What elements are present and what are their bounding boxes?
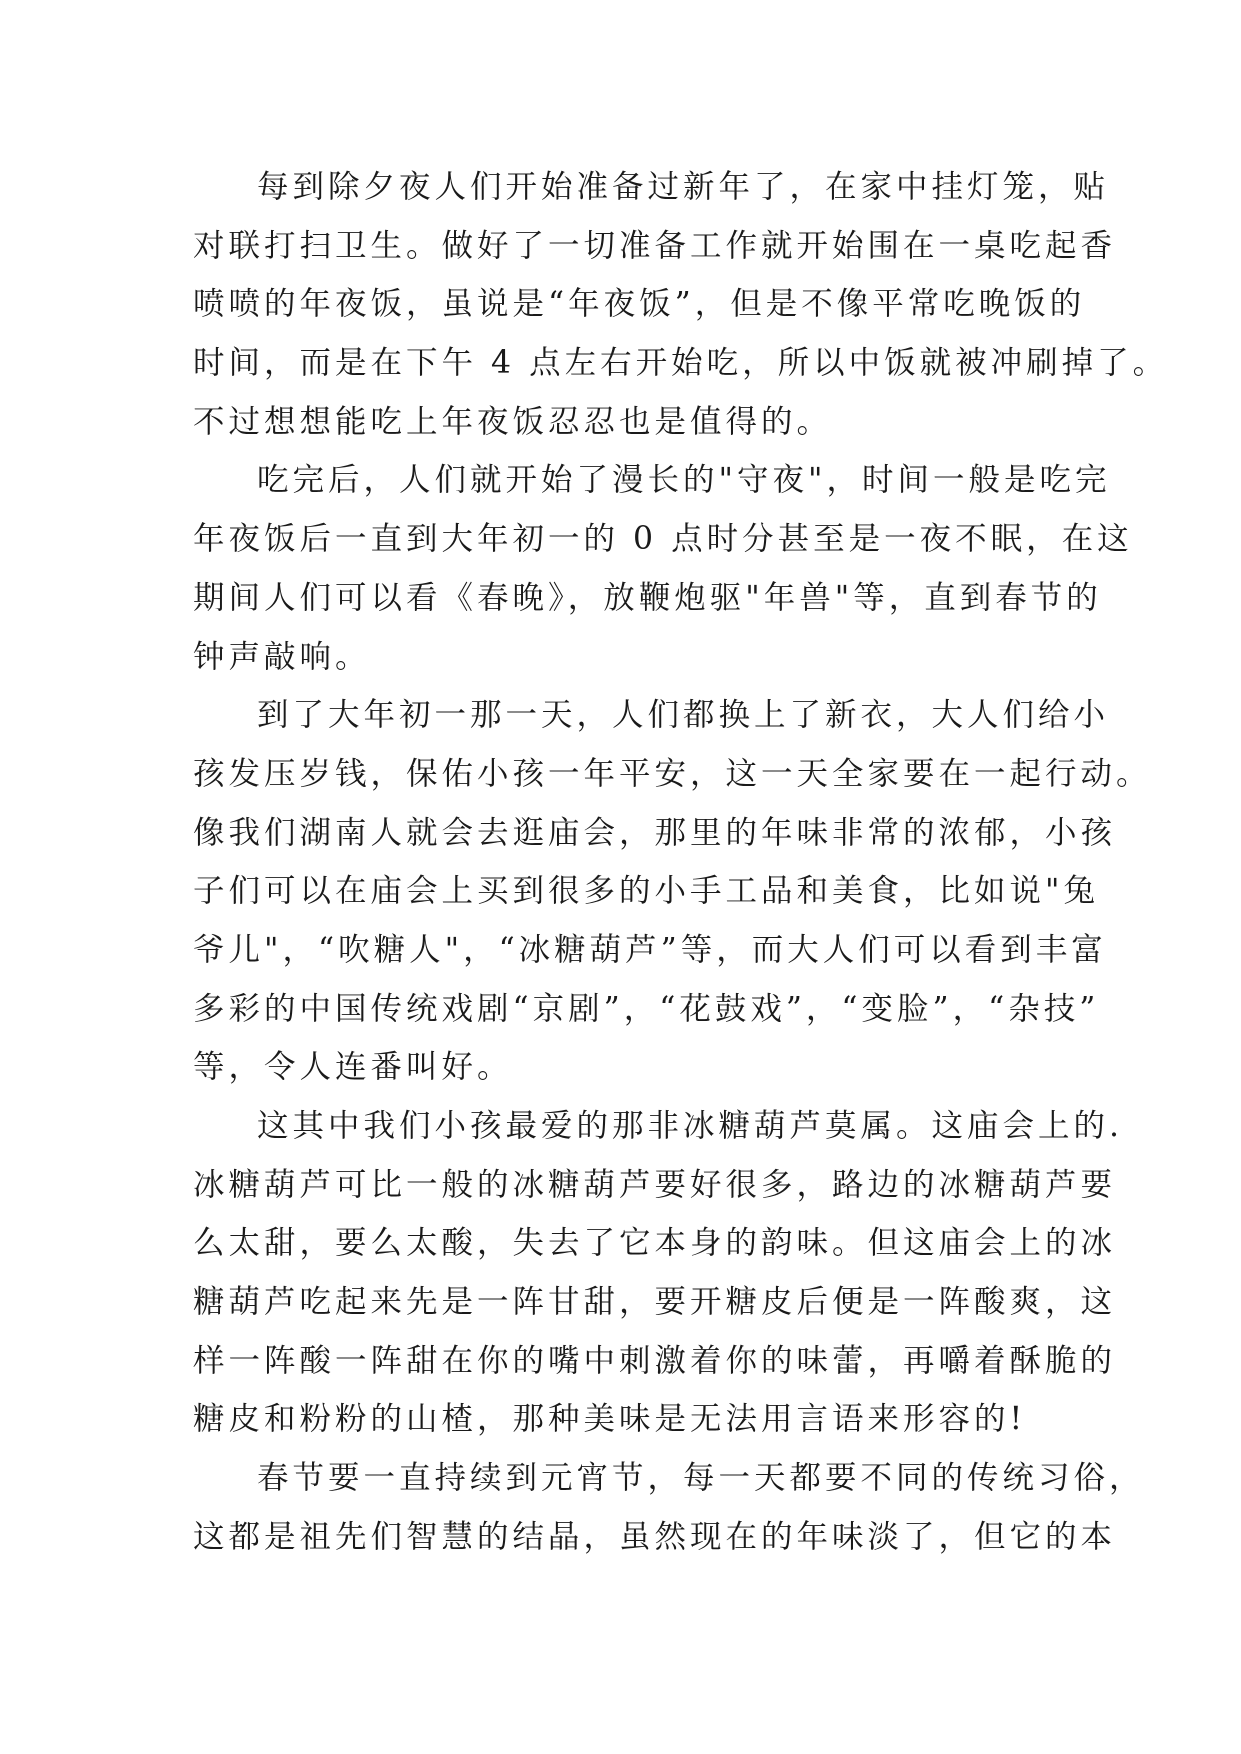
text-line: 多彩的中国传统戏剧“京剧”，“花鼓戏”，“变脸”，“杂技”	[193, 990, 1100, 1027]
text-line: 期间人们可以看《春晚》，放鞭炮驱"年兽"等，直到春节的	[193, 579, 1102, 616]
text-line: 钟声敲响。	[193, 638, 371, 675]
text-line: 样一阵酸一阵甜在你的嘴中刺激着你的味蕾，再嚼着酥脆的	[193, 1342, 1117, 1379]
text-line: 糖皮和粉粉的山楂，那种美味是无法用言语来形容的!	[193, 1401, 1027, 1438]
text-line: 这其中我们小孩最爱的那非冰糖葫芦莫属。这庙会上的.	[257, 1108, 1124, 1144]
text-line: 不过想想能吃上年夜饭忍忍也是值得的。	[193, 403, 833, 440]
paragraph-2	[193, 451, 1133, 686]
text-line: 像我们湖南人就会去逛庙会，那里的年味非常的浓郁，小孩	[193, 814, 1117, 851]
text-line: 到了大年初一那一天，人们都换上了新衣，大人们给小	[257, 697, 1110, 734]
text-line: 春节要一直持续到元宵节，每一天都要不同的传统习俗，	[257, 1460, 1145, 1497]
text-line: 吃完后，人们就开始了漫长的"守夜"，时间一般是吃完	[257, 462, 1111, 499]
text-line: 等，令人连番叫好。	[193, 1049, 513, 1086]
paragraph-1	[193, 158, 1169, 451]
paragraph-4	[193, 1097, 1124, 1449]
text-line: 孩发压岁钱，保佑小孩一年平安，这一天全家要在一起行动。	[193, 755, 1152, 792]
text-line: 对联打扫卫生。做好了一切准备工作就开始围在一桌吃起香	[193, 227, 1117, 264]
paragraph-5	[193, 1449, 1145, 1566]
text-line: 糖葫芦吃起来先是一阵甘甜，要开糖皮后便是一阵酸爽，这	[193, 1284, 1117, 1321]
document-body	[193, 158, 1169, 1567]
text-line: 时间，而是在下午 4 点左右开始吃，所以中饭就被冲刷掉了。	[193, 345, 1169, 382]
text-line: 么太甜，要么太酸，失去了它本身的韵味。但这庙会上的冰	[193, 1225, 1117, 1262]
text-line: 冰糖葫芦可比一般的冰糖葫芦要好很多，路边的冰糖葫芦要	[193, 1166, 1117, 1203]
text-line: 年夜饭后一直到大年初一的 0 点时分甚至是一夜不眠，在这	[193, 521, 1133, 558]
text-line: 这都是祖先们智慧的结晶，虽然现在的年味淡了，但它的本	[193, 1518, 1117, 1555]
text-line: 每到除夕夜人们开始准备过新年了，在家中挂灯笼，贴	[257, 169, 1110, 205]
text-line: 子们可以在庙会上买到很多的小手工品和美食，比如说"兔	[193, 873, 1099, 910]
paragraph-3	[193, 686, 1152, 1097]
text-line: 爷儿"，“吹糖人"，“冰糖葫芦”等，而大人们可以看到丰富	[193, 931, 1107, 968]
text-line: 喷喷的年夜饭，虽说是“年夜饭”，但是不像平常吃晚饭的	[193, 286, 1086, 323]
